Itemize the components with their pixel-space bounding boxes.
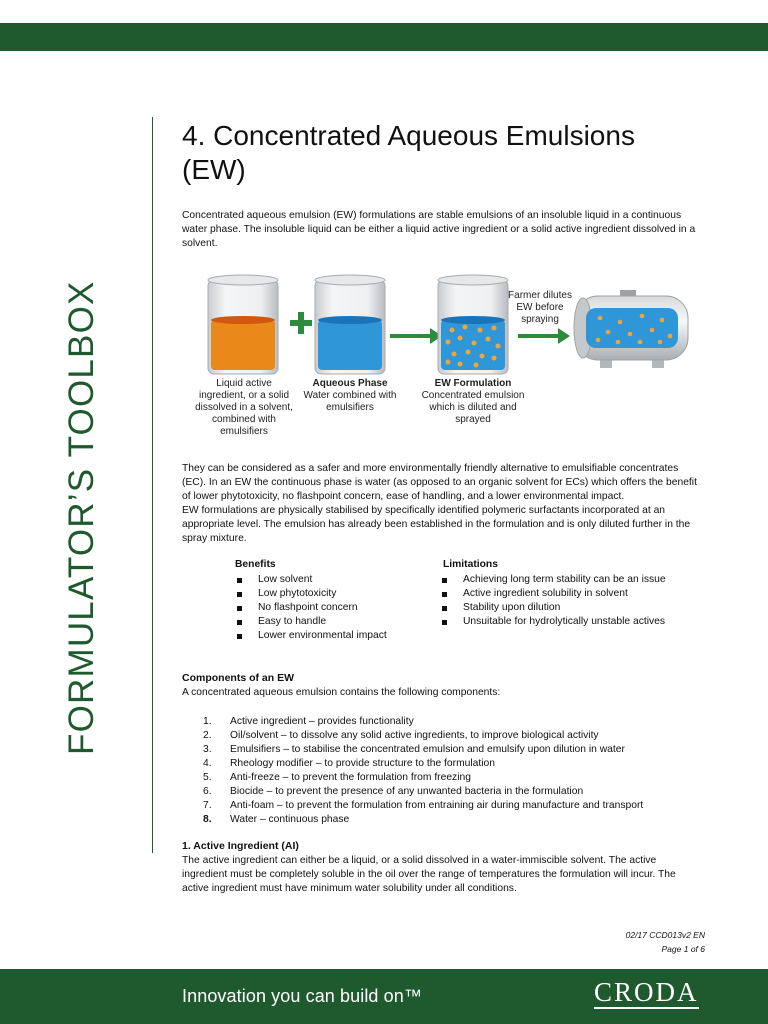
ew-diagram bbox=[180, 270, 710, 450]
document-reference: 02/17 CCD013v2 EN bbox=[625, 930, 705, 940]
list-item: Stability upon dilution bbox=[440, 601, 666, 615]
ew-diagram-graphic bbox=[180, 270, 710, 380]
benefits-list bbox=[235, 573, 387, 643]
section-paragraph: The active ingredient can either be a liquid, or a solid dissolved in a water-immiscible solvent. The active ingredient must be completely soluble in the oil over the range of temperatures the formulation will incur. The active ingredient must have minimum water solubility under all conditions. bbox=[182, 855, 676, 894]
page-number: Page 1 of 6 bbox=[661, 944, 705, 954]
list-item: 3. Emulsifiers – to stabilise the concentrated emulsion and emulsify upon dilution in water bbox=[203, 744, 625, 755]
list-item: Lower environmental impact bbox=[235, 629, 387, 643]
aqueous-phase-label bbox=[300, 378, 400, 414]
list-item: 8. Water – continuous phase bbox=[203, 814, 350, 825]
body-paragraph-1: They can be considered as a safer and more environmentally friendly alternative to emulsifiable concentrates (EC). In an EW the continuous phase is water (as opposed to an organic solvent for ECs) which offers the benefit of lower phytotoxicity, no flashpoint concern, ease of handling, and a lower environmental impact. bbox=[182, 463, 697, 502]
benefits-heading: Benefits bbox=[235, 559, 276, 570]
list-item: 6. Biocide – to prevent the presence of any unwanted bacteria in the formulation bbox=[203, 786, 584, 797]
section-heading: 1. Active Ingredient (AI) bbox=[182, 840, 299, 852]
list-item: Low solvent bbox=[235, 573, 387, 587]
arrow-icon bbox=[518, 328, 570, 344]
components-intro: A concentrated aqueous emulsion contains the following components: bbox=[182, 687, 501, 698]
list-item: 1. Active ingredient – provides functionality bbox=[203, 716, 414, 727]
list-item: No flashpoint concern bbox=[235, 601, 387, 615]
limitations-heading: Limitations bbox=[443, 559, 498, 570]
ew-formulation-heading: EW Formulation bbox=[434, 378, 512, 389]
aqueous-phase-caption: Water combined with emulsifiers bbox=[303, 390, 397, 413]
list-item: Easy to handle bbox=[235, 615, 387, 629]
tank-note: Farmer dilutes EW before spraying bbox=[508, 290, 572, 325]
list-item: Achieving long term stability can be an issue bbox=[440, 573, 666, 587]
ew-formulation-caption: Concentrated emulsion which is diluted and sprayed bbox=[421, 390, 525, 425]
oil-phase-caption: Liquid active ingredient, or a solid dissolved in a solvent, combined with emulsifiers bbox=[195, 378, 293, 437]
intro-paragraph: Concentrated aqueous emulsion (EW) formulations are stable emulsions of an insoluble liquid in a continuous water phase. The insoluble liquid can be either a liquid active ingredient or a solid active ingredient dissolved in a solvent. bbox=[182, 210, 696, 249]
plus-icon bbox=[290, 312, 312, 334]
brand-logo[interactable]: CRODA bbox=[594, 977, 699, 1007]
list-item: 2. Oil/solvent – to dissolve any solid active ingredients, to improve biological activity bbox=[203, 730, 599, 741]
aqueous-phase-heading: Aqueous Phase bbox=[312, 378, 388, 389]
footer-tagline: Innovation you can build on™ bbox=[182, 986, 422, 1006]
header-bar bbox=[0, 23, 768, 51]
sidebar-divider bbox=[152, 117, 153, 853]
water-beaker bbox=[315, 275, 385, 374]
oil-beaker bbox=[208, 275, 278, 374]
body-paragraph-2: EW formulations are physically stabilised by specifically identified polymeric surfactants incorporated at an appropriate level. The emulsion has already been established in the formulation and is only diluted further in the spray mixture. bbox=[182, 505, 691, 544]
page-title: 4. Concentrated Aqueous Emulsions (EW) bbox=[182, 120, 635, 185]
components-heading: Components of an EW bbox=[182, 672, 294, 684]
arrow-icon bbox=[390, 328, 442, 344]
list-item: 4. Rheology modifier – to provide structure to the formulation bbox=[203, 758, 495, 769]
limitations-list bbox=[440, 573, 666, 629]
list-item: Low phytotoxicity bbox=[235, 587, 387, 601]
list-item: 5. Anti-freeze – to prevent the formulation from freezing bbox=[203, 772, 471, 783]
list-item: Active ingredient solubility in solvent bbox=[440, 587, 666, 601]
sidebar-title: FORMULATOR’S TOOLBOX bbox=[62, 280, 101, 755]
ew-formulation-label bbox=[416, 378, 530, 426]
components-list bbox=[182, 715, 643, 827]
list-item: Unsuitable for hydrolytically unstable actives bbox=[440, 615, 666, 629]
list-item: 7. Anti-foam – to prevent the formulation from entraining air during manufacture and transport bbox=[203, 800, 644, 811]
spray-tank bbox=[574, 290, 688, 368]
ew-beaker bbox=[438, 275, 508, 374]
